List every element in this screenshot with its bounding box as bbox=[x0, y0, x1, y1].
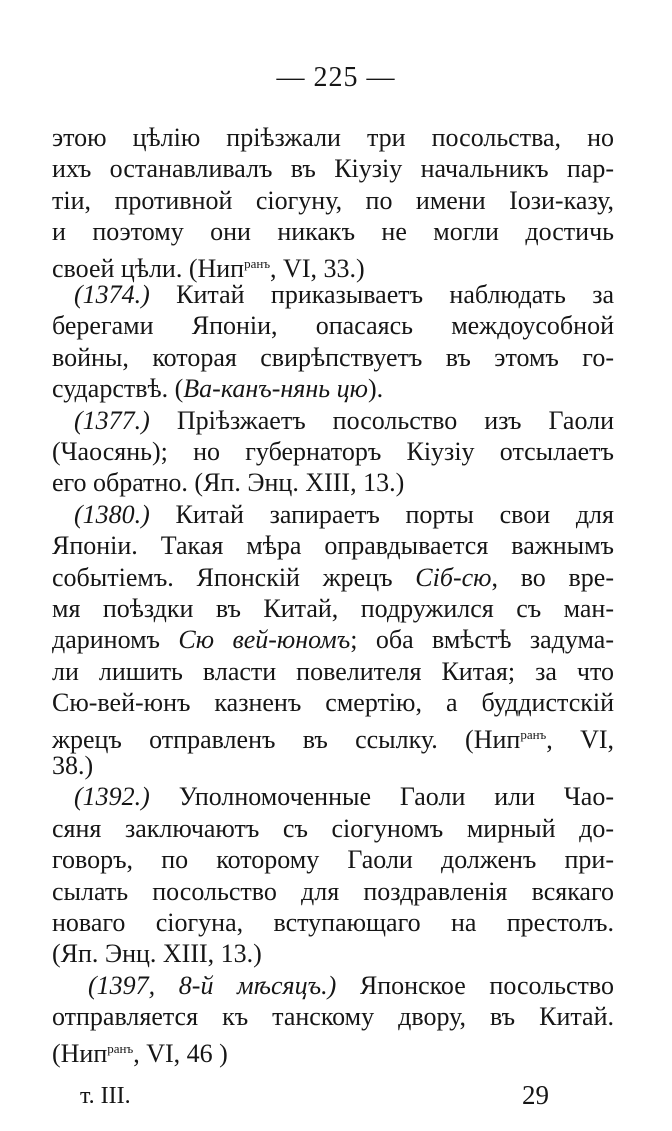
source-title: Ва-канъ-нянь цю bbox=[183, 374, 368, 404]
volume-signature: т. III. bbox=[80, 1083, 131, 1109]
text-line: дариномъ Сю вей-юномъ; оба вмѣстѣ задума- bbox=[52, 625, 614, 655]
text-line: жрецъ отправленъ въ ссылку. (Нип$^{ранъ}$, VI, bbox=[52, 724, 615, 754]
text-line: ли лишить власти повелителя Китая; за что bbox=[52, 656, 614, 686]
entry-line: (1392.) Уполномоченные Гаоли или Чао- bbox=[74, 782, 614, 812]
text-line: событіемъ. Японскій жрецъ Сіб-сю, во вре- bbox=[52, 562, 614, 592]
text-line: этою цѣлію пріѣзжали три посольства, но bbox=[52, 123, 614, 152]
text-line: сылать посольство для поздравленія всякаго bbox=[52, 876, 614, 906]
text-line: его обратно. (Яп. Энц. XIII, 13.) bbox=[52, 468, 405, 498]
text-line: мя поѣздки въ Китай, подружился съ ман- bbox=[52, 594, 614, 623]
entry-year: (1374.) bbox=[74, 280, 150, 309]
entry-line: (1374.) Китай приказываетъ наблюдать за bbox=[74, 280, 614, 309]
text-line: (Яп. Энц. XIII, 13.) bbox=[52, 939, 262, 969]
text-line: отправляется къ танскому двору, въ Китай. bbox=[52, 1002, 614, 1032]
text-line: войны, которая свирѣпствуетъ въ этомъ го- bbox=[52, 342, 614, 372]
person-name: Сю вей-юномъ bbox=[178, 625, 351, 655]
text-line: ихъ останавливалъ въ Кіузіу начальникъ пар- bbox=[52, 154, 614, 184]
text-line: (Нип$^{ранъ}$, VI, 46 ) bbox=[52, 1038, 228, 1068]
page-number: — 225 — bbox=[276, 62, 396, 93]
entry-line: (1397, 8-й мѣсяцъ.) Японское посольство bbox=[88, 970, 614, 1000]
sheet-number: 29 bbox=[522, 1080, 549, 1110]
entry-line: (1380.) Китай запираетъ порты свои для bbox=[74, 499, 614, 529]
text-line: тіи, противной сіогуну, по имени Іози-казу, bbox=[52, 185, 614, 215]
text-line: (Чаосянь); но губернаторъ Кіузіу отсылаетъ bbox=[52, 437, 614, 466]
entry-year: (1380.) bbox=[74, 499, 150, 529]
abbr-superscript: ранъ bbox=[107, 1040, 134, 1056]
entry-year: (1377.) bbox=[74, 405, 150, 435]
text-line: сударствѣ. (Ва-канъ-нянь цю). bbox=[52, 374, 384, 404]
text-line: Сю-вей-юнъ казненъ смертію, а буддистскій bbox=[52, 688, 614, 718]
abbr-superscript: ранъ bbox=[520, 726, 547, 742]
text-line: и поэтому они никакъ не могли достичь bbox=[52, 217, 614, 247]
entry-year: (1392.) bbox=[74, 782, 150, 812]
text-line: новаго сіогуна, вступающаго на престолъ. bbox=[52, 908, 614, 937]
entry-line: (1377.) Пріѣзжаетъ посольство изъ Гаоли bbox=[74, 405, 614, 435]
text-line: своей цѣли. (Нип$^{ранъ}$, VI, 33.) bbox=[52, 253, 365, 283]
abbr-superscript: ранъ bbox=[244, 255, 271, 271]
entry-year: (1397, 8-й мѣсяцъ.) bbox=[88, 970, 337, 1000]
text-line: Японіи. Такая мѣра оправдывается важнымъ bbox=[52, 531, 614, 561]
text-line: сяня заключаютъ съ сіогуномъ мирный до- bbox=[52, 813, 614, 843]
text-line: говоръ, по которому Гаоли долженъ при- bbox=[52, 845, 614, 875]
text-line: 38.) bbox=[52, 751, 94, 780]
text-line: берегами Японіи, опасаясь междоусобной bbox=[52, 311, 614, 341]
person-name: Сіб-сю bbox=[415, 562, 492, 592]
